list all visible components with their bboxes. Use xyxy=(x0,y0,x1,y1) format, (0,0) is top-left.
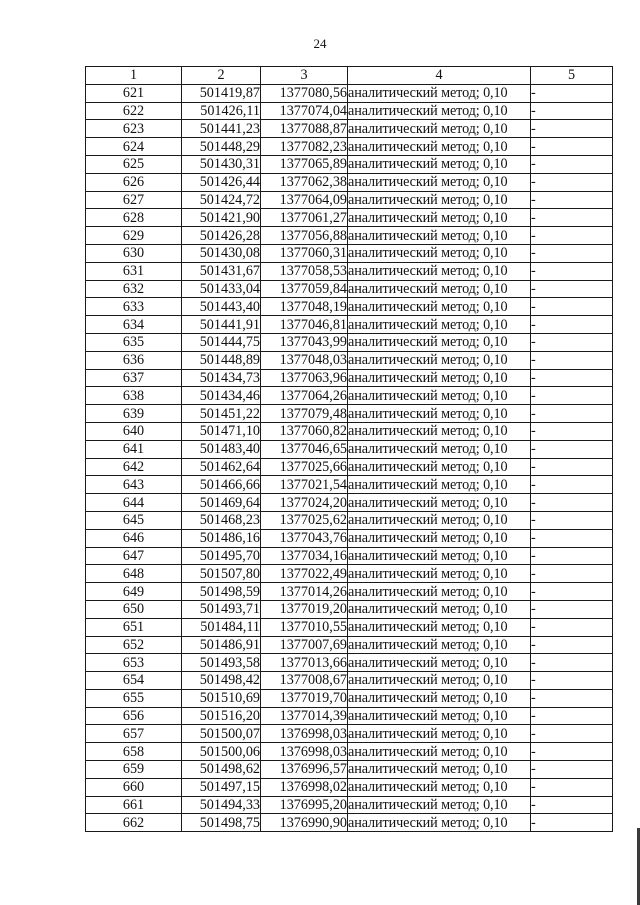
note-cell: - xyxy=(531,636,613,654)
method-accuracy-cell: аналитический метод; 0,10 xyxy=(348,494,531,512)
point-number-cell: 657 xyxy=(86,725,182,743)
point-number-cell: 649 xyxy=(86,583,182,601)
method-accuracy-cell: аналитический метод; 0,10 xyxy=(348,654,531,672)
y-coordinate-cell: 1377043,76 xyxy=(261,529,348,547)
point-number-cell: 626 xyxy=(86,173,182,191)
y-coordinate-cell: 1377025,66 xyxy=(261,458,348,476)
table-row xyxy=(86,262,613,280)
point-number-cell: 637 xyxy=(86,369,182,387)
note-cell: - xyxy=(531,84,613,102)
point-number-cell: 654 xyxy=(86,672,182,690)
point-number-cell: 659 xyxy=(86,761,182,779)
column-header-5: 5 xyxy=(531,67,613,85)
y-coordinate-cell: 1377013,66 xyxy=(261,654,348,672)
y-coordinate-cell: 1377008,67 xyxy=(261,672,348,690)
method-accuracy-cell: аналитический метод; 0,10 xyxy=(348,244,531,262)
table-row xyxy=(86,636,613,654)
table-row xyxy=(86,138,613,156)
note-cell: - xyxy=(531,672,613,690)
y-coordinate-cell: 1377080,56 xyxy=(261,84,348,102)
method-accuracy-cell: аналитический метод; 0,10 xyxy=(348,298,531,316)
method-accuracy-cell: аналитический метод; 0,10 xyxy=(348,707,531,725)
point-number-cell: 633 xyxy=(86,298,182,316)
note-cell: - xyxy=(531,173,613,191)
note-cell: - xyxy=(531,707,613,725)
point-number-cell: 628 xyxy=(86,209,182,227)
note-cell: - xyxy=(531,244,613,262)
x-coordinate-cell: 501419,87 xyxy=(182,84,261,102)
x-coordinate-cell: 501495,70 xyxy=(182,547,261,565)
point-number-cell: 639 xyxy=(86,405,182,423)
y-coordinate-cell: 1376998,03 xyxy=(261,743,348,761)
method-accuracy-cell: аналитический метод; 0,10 xyxy=(348,458,531,476)
table-row xyxy=(86,191,613,209)
point-number-cell: 630 xyxy=(86,244,182,262)
method-accuracy-cell: аналитический метод; 0,10 xyxy=(348,743,531,761)
y-coordinate-cell: 1377058,53 xyxy=(261,262,348,280)
table-row xyxy=(86,209,613,227)
method-accuracy-cell: аналитический метод; 0,10 xyxy=(348,84,531,102)
x-coordinate-cell: 501443,40 xyxy=(182,298,261,316)
table-row xyxy=(86,155,613,173)
table-row xyxy=(86,280,613,298)
y-coordinate-cell: 1377061,27 xyxy=(261,209,348,227)
note-cell: - xyxy=(531,814,613,832)
method-accuracy-cell: аналитический метод; 0,10 xyxy=(348,761,531,779)
x-coordinate-cell: 501448,89 xyxy=(182,351,261,369)
y-coordinate-cell: 1377059,84 xyxy=(261,280,348,298)
table-row xyxy=(86,618,613,636)
table-row xyxy=(86,796,613,814)
note-cell: - xyxy=(531,209,613,227)
y-coordinate-cell: 1377074,04 xyxy=(261,102,348,120)
method-accuracy-cell: аналитический метод; 0,10 xyxy=(348,618,531,636)
note-cell: - xyxy=(531,422,613,440)
y-coordinate-cell: 1377062,38 xyxy=(261,173,348,191)
method-accuracy-cell: аналитический метод; 0,10 xyxy=(348,262,531,280)
x-coordinate-cell: 501430,31 xyxy=(182,155,261,173)
point-number-cell: 648 xyxy=(86,565,182,583)
table-row xyxy=(86,405,613,423)
table-row xyxy=(86,244,613,262)
table-row xyxy=(86,84,613,102)
y-coordinate-cell: 1377024,20 xyxy=(261,494,348,512)
y-coordinate-cell: 1377064,09 xyxy=(261,191,348,209)
y-coordinate-cell: 1376990,90 xyxy=(261,814,348,832)
method-accuracy-cell: аналитический метод; 0,10 xyxy=(348,280,531,298)
x-coordinate-cell: 501434,73 xyxy=(182,369,261,387)
point-number-cell: 631 xyxy=(86,262,182,280)
note-cell: - xyxy=(531,476,613,494)
note-cell: - xyxy=(531,529,613,547)
note-cell: - xyxy=(531,743,613,761)
x-coordinate-cell: 501444,75 xyxy=(182,333,261,351)
y-coordinate-cell: 1377034,16 xyxy=(261,547,348,565)
y-coordinate-cell: 1377060,82 xyxy=(261,422,348,440)
note-cell: - xyxy=(531,796,613,814)
x-coordinate-cell: 501469,64 xyxy=(182,494,261,512)
x-coordinate-cell: 501507,80 xyxy=(182,565,261,583)
method-accuracy-cell: аналитический метод; 0,10 xyxy=(348,155,531,173)
method-accuracy-cell: аналитический метод; 0,10 xyxy=(348,778,531,796)
point-number-cell: 652 xyxy=(86,636,182,654)
point-number-cell: 641 xyxy=(86,440,182,458)
x-coordinate-cell: 501498,42 xyxy=(182,672,261,690)
point-number-cell: 646 xyxy=(86,529,182,547)
table-row xyxy=(86,494,613,512)
y-coordinate-cell: 1377056,88 xyxy=(261,227,348,245)
x-coordinate-cell: 501430,08 xyxy=(182,244,261,262)
point-number-cell: 640 xyxy=(86,422,182,440)
y-coordinate-cell: 1377019,20 xyxy=(261,600,348,618)
table-row xyxy=(86,725,613,743)
table-row xyxy=(86,707,613,725)
y-coordinate-cell: 1377014,26 xyxy=(261,583,348,601)
table-row xyxy=(86,778,613,796)
y-coordinate-cell: 1377079,48 xyxy=(261,405,348,423)
y-coordinate-cell: 1377088,87 xyxy=(261,120,348,138)
x-coordinate-cell: 501434,46 xyxy=(182,387,261,405)
method-accuracy-cell: аналитический метод; 0,10 xyxy=(348,814,531,832)
table-row xyxy=(86,743,613,761)
table-row xyxy=(86,672,613,690)
table-row xyxy=(86,761,613,779)
table-row xyxy=(86,511,613,529)
coordinates-table xyxy=(85,66,613,832)
column-header-4: 4 xyxy=(348,67,531,85)
note-cell: - xyxy=(531,387,613,405)
x-coordinate-cell: 501500,07 xyxy=(182,725,261,743)
column-header-3: 3 xyxy=(261,67,348,85)
method-accuracy-cell: аналитический метод; 0,10 xyxy=(348,138,531,156)
method-accuracy-cell: аналитический метод; 0,10 xyxy=(348,333,531,351)
table-row xyxy=(86,529,613,547)
table-row xyxy=(86,422,613,440)
x-coordinate-cell: 501486,91 xyxy=(182,636,261,654)
y-coordinate-cell: 1377046,65 xyxy=(261,440,348,458)
point-number-cell: 634 xyxy=(86,316,182,334)
x-coordinate-cell: 501441,91 xyxy=(182,316,261,334)
method-accuracy-cell: аналитический метод; 0,10 xyxy=(348,547,531,565)
note-cell: - xyxy=(531,298,613,316)
method-accuracy-cell: аналитический метод; 0,10 xyxy=(348,102,531,120)
x-coordinate-cell: 501431,67 xyxy=(182,262,261,280)
point-number-cell: 661 xyxy=(86,796,182,814)
point-number-cell: 644 xyxy=(86,494,182,512)
note-cell: - xyxy=(531,547,613,565)
y-coordinate-cell: 1377064,26 xyxy=(261,387,348,405)
table-row xyxy=(86,814,613,832)
note-cell: - xyxy=(531,583,613,601)
point-number-cell: 660 xyxy=(86,778,182,796)
x-coordinate-cell: 501497,15 xyxy=(182,778,261,796)
note-cell: - xyxy=(531,511,613,529)
method-accuracy-cell: аналитический метод; 0,10 xyxy=(348,191,531,209)
note-cell: - xyxy=(531,351,613,369)
point-number-cell: 662 xyxy=(86,814,182,832)
y-coordinate-cell: 1377065,89 xyxy=(261,155,348,173)
method-accuracy-cell: аналитический метод; 0,10 xyxy=(348,405,531,423)
note-cell: - xyxy=(531,280,613,298)
point-number-cell: 629 xyxy=(86,227,182,245)
table-row xyxy=(86,298,613,316)
method-accuracy-cell: аналитический метод; 0,10 xyxy=(348,725,531,743)
method-accuracy-cell: аналитический метод; 0,10 xyxy=(348,636,531,654)
x-coordinate-cell: 501451,22 xyxy=(182,405,261,423)
x-coordinate-cell: 501493,71 xyxy=(182,600,261,618)
x-coordinate-cell: 501426,28 xyxy=(182,227,261,245)
method-accuracy-cell: аналитический метод; 0,10 xyxy=(348,369,531,387)
table-row xyxy=(86,102,613,120)
x-coordinate-cell: 501510,69 xyxy=(182,689,261,707)
method-accuracy-cell: аналитический метод; 0,10 xyxy=(348,689,531,707)
table-row xyxy=(86,333,613,351)
x-coordinate-cell: 501448,29 xyxy=(182,138,261,156)
method-accuracy-cell: аналитический метод; 0,10 xyxy=(348,351,531,369)
note-cell: - xyxy=(531,120,613,138)
method-accuracy-cell: аналитический метод; 0,10 xyxy=(348,120,531,138)
point-number-cell: 647 xyxy=(86,547,182,565)
x-coordinate-cell: 501498,59 xyxy=(182,583,261,601)
note-cell: - xyxy=(531,494,613,512)
note-cell: - xyxy=(531,778,613,796)
x-coordinate-cell: 501424,72 xyxy=(182,191,261,209)
column-header-1: 1 xyxy=(86,67,182,85)
method-accuracy-cell: аналитический метод; 0,10 xyxy=(348,796,531,814)
y-coordinate-cell: 1376998,02 xyxy=(261,778,348,796)
method-accuracy-cell: аналитический метод; 0,10 xyxy=(348,316,531,334)
x-coordinate-cell: 501493,58 xyxy=(182,654,261,672)
note-cell: - xyxy=(531,405,613,423)
point-number-cell: 621 xyxy=(86,84,182,102)
y-coordinate-cell: 1376998,03 xyxy=(261,725,348,743)
x-coordinate-cell: 501486,16 xyxy=(182,529,261,547)
method-accuracy-cell: аналитический метод; 0,10 xyxy=(348,440,531,458)
point-number-cell: 632 xyxy=(86,280,182,298)
y-coordinate-cell: 1377063,96 xyxy=(261,369,348,387)
note-cell: - xyxy=(531,102,613,120)
note-cell: - xyxy=(531,618,613,636)
method-accuracy-cell: аналитический метод; 0,10 xyxy=(348,672,531,690)
point-number-cell: 658 xyxy=(86,743,182,761)
table-row xyxy=(86,351,613,369)
y-coordinate-cell: 1377043,99 xyxy=(261,333,348,351)
table-row xyxy=(86,583,613,601)
method-accuracy-cell: аналитический метод; 0,10 xyxy=(348,209,531,227)
table-header xyxy=(86,67,613,85)
point-number-cell: 627 xyxy=(86,191,182,209)
point-number-cell: 635 xyxy=(86,333,182,351)
point-number-cell: 655 xyxy=(86,689,182,707)
note-cell: - xyxy=(531,761,613,779)
table-row xyxy=(86,458,613,476)
y-coordinate-cell: 1377048,19 xyxy=(261,298,348,316)
y-coordinate-cell: 1377060,31 xyxy=(261,244,348,262)
x-coordinate-cell: 501516,20 xyxy=(182,707,261,725)
y-coordinate-cell: 1377019,70 xyxy=(261,689,348,707)
y-coordinate-cell: 1377007,69 xyxy=(261,636,348,654)
header-row xyxy=(86,67,613,85)
method-accuracy-cell: аналитический метод; 0,10 xyxy=(348,583,531,601)
y-coordinate-cell: 1377025,62 xyxy=(261,511,348,529)
point-number-cell: 622 xyxy=(86,102,182,120)
x-coordinate-cell: 501500,06 xyxy=(182,743,261,761)
x-coordinate-cell: 501484,11 xyxy=(182,618,261,636)
x-coordinate-cell: 501466,66 xyxy=(182,476,261,494)
column-header-2: 2 xyxy=(182,67,261,85)
method-accuracy-cell: аналитический метод; 0,10 xyxy=(348,476,531,494)
table-row xyxy=(86,600,613,618)
note-cell: - xyxy=(531,227,613,245)
note-cell: - xyxy=(531,369,613,387)
y-coordinate-cell: 1377014,39 xyxy=(261,707,348,725)
x-coordinate-cell: 501471,10 xyxy=(182,422,261,440)
table-row xyxy=(86,440,613,458)
point-number-cell: 642 xyxy=(86,458,182,476)
point-number-cell: 656 xyxy=(86,707,182,725)
table-row xyxy=(86,654,613,672)
x-coordinate-cell: 501426,11 xyxy=(182,102,261,120)
x-coordinate-cell: 501426,44 xyxy=(182,173,261,191)
y-coordinate-cell: 1377021,54 xyxy=(261,476,348,494)
x-coordinate-cell: 501494,33 xyxy=(182,796,261,814)
table-row xyxy=(86,120,613,138)
y-coordinate-cell: 1376995,20 xyxy=(261,796,348,814)
table-row xyxy=(86,476,613,494)
note-cell: - xyxy=(531,565,613,583)
table-row xyxy=(86,565,613,583)
method-accuracy-cell: аналитический метод; 0,10 xyxy=(348,529,531,547)
method-accuracy-cell: аналитический метод; 0,10 xyxy=(348,387,531,405)
x-coordinate-cell: 501483,40 xyxy=(182,440,261,458)
table-row xyxy=(86,316,613,334)
y-coordinate-cell: 1377082,23 xyxy=(261,138,348,156)
note-cell: - xyxy=(531,262,613,280)
y-coordinate-cell: 1377010,55 xyxy=(261,618,348,636)
point-number-cell: 636 xyxy=(86,351,182,369)
note-cell: - xyxy=(531,138,613,156)
table-row xyxy=(86,369,613,387)
point-number-cell: 651 xyxy=(86,618,182,636)
point-number-cell: 650 xyxy=(86,600,182,618)
table-row xyxy=(86,689,613,707)
table-row xyxy=(86,547,613,565)
method-accuracy-cell: аналитический метод; 0,10 xyxy=(348,565,531,583)
table-row xyxy=(86,227,613,245)
x-coordinate-cell: 501498,75 xyxy=(182,814,261,832)
point-number-cell: 638 xyxy=(86,387,182,405)
x-coordinate-cell: 501468,23 xyxy=(182,511,261,529)
note-cell: - xyxy=(531,191,613,209)
point-number-cell: 645 xyxy=(86,511,182,529)
method-accuracy-cell: аналитический метод; 0,10 xyxy=(348,422,531,440)
point-number-cell: 623 xyxy=(86,120,182,138)
note-cell: - xyxy=(531,725,613,743)
note-cell: - xyxy=(531,440,613,458)
note-cell: - xyxy=(531,333,613,351)
note-cell: - xyxy=(531,458,613,476)
x-coordinate-cell: 501421,90 xyxy=(182,209,261,227)
note-cell: - xyxy=(531,654,613,672)
point-number-cell: 653 xyxy=(86,654,182,672)
note-cell: - xyxy=(531,689,613,707)
table-body xyxy=(86,84,613,831)
note-cell: - xyxy=(531,155,613,173)
note-cell: - xyxy=(531,316,613,334)
x-coordinate-cell: 501433,04 xyxy=(182,280,261,298)
x-coordinate-cell: 501498,62 xyxy=(182,761,261,779)
method-accuracy-cell: аналитический метод; 0,10 xyxy=(348,600,531,618)
y-coordinate-cell: 1376996,57 xyxy=(261,761,348,779)
y-coordinate-cell: 1377048,03 xyxy=(261,351,348,369)
x-coordinate-cell: 501462,64 xyxy=(182,458,261,476)
method-accuracy-cell: аналитический метод; 0,10 xyxy=(348,227,531,245)
x-coordinate-cell: 501441,23 xyxy=(182,120,261,138)
y-coordinate-cell: 1377046,81 xyxy=(261,316,348,334)
y-coordinate-cell: 1377022,49 xyxy=(261,565,348,583)
page-number: 24 xyxy=(313,36,327,51)
method-accuracy-cell: аналитический метод; 0,10 xyxy=(348,511,531,529)
point-number-cell: 643 xyxy=(86,476,182,494)
method-accuracy-cell: аналитический метод; 0,10 xyxy=(348,173,531,191)
table-row xyxy=(86,173,613,191)
point-number-cell: 624 xyxy=(86,138,182,156)
note-cell: - xyxy=(531,600,613,618)
point-number-cell: 625 xyxy=(86,155,182,173)
table-row xyxy=(86,387,613,405)
